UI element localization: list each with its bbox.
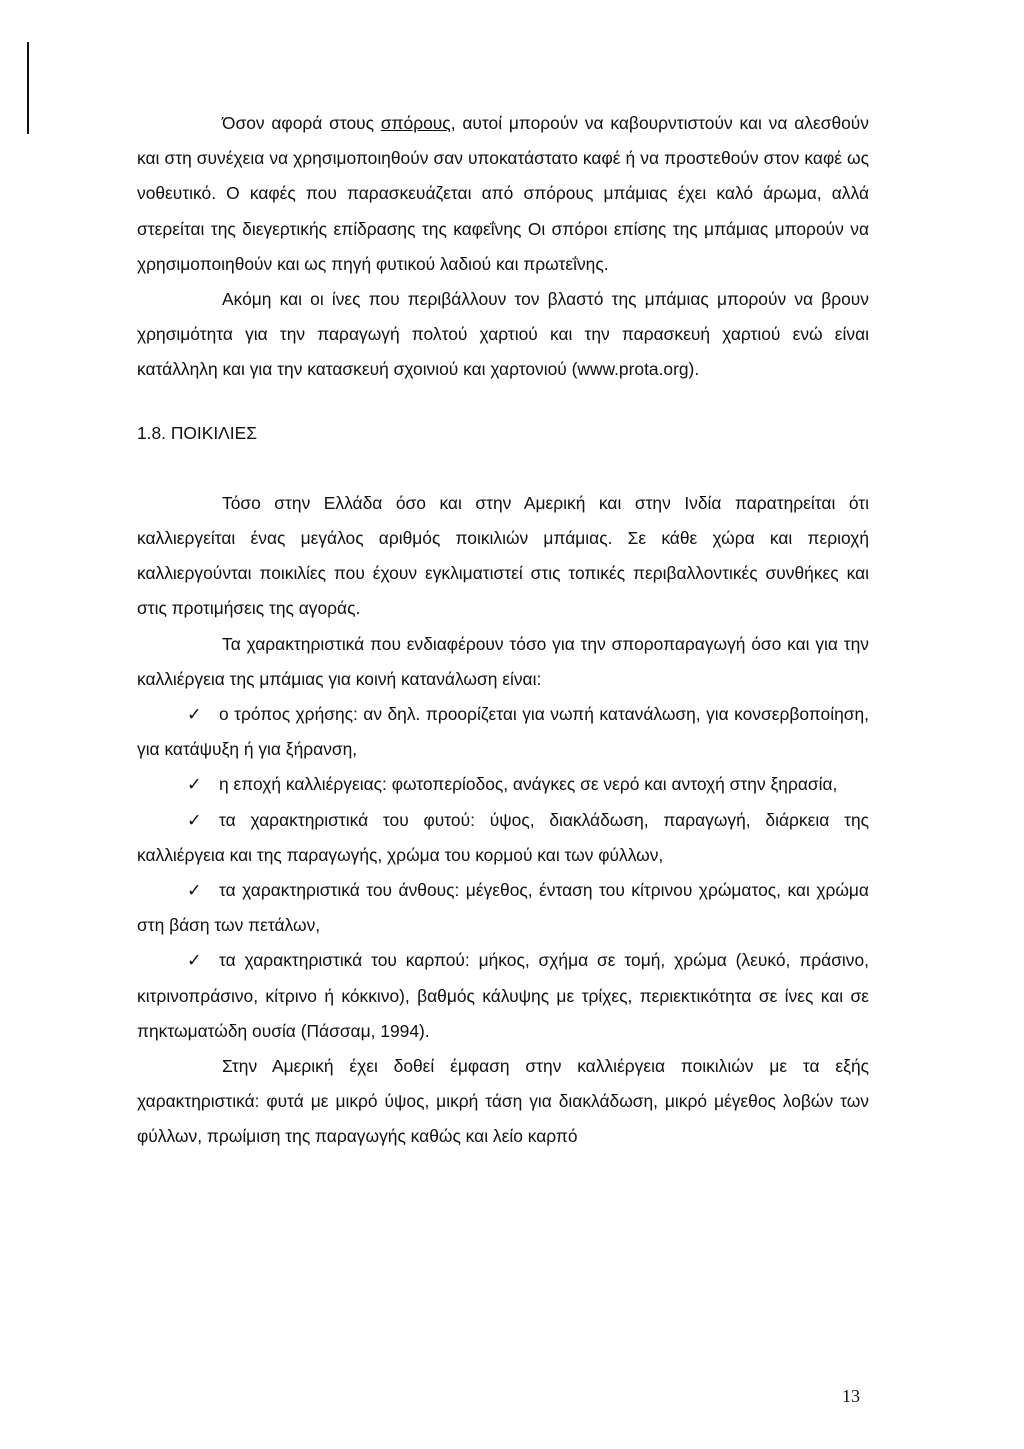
underlined-term-seeds: σπόρους <box>380 113 451 133</box>
bullet-text: τα χαρακτηριστικά του καρπού: μήκος, σχήμα σε τομή, χρώμα (λευκό, πράσινο, κιτρινοπράσινο, κίτρινο ή κόκκινο), βαθμός κάλυψης με τρίχες, περιεκτικότητα σε ίνες και σε πηκτωματώδη ουσία (Πάσσαμ, 1994). <box>137 950 869 1041</box>
section-heading: 1.8. ΠΟΙΚΙΛΙΕΣ <box>137 422 257 443</box>
checkmark-icon: ✓ <box>187 704 202 725</box>
paragraph-varieties: Τόσο στην Ελλάδα όσο και στην Αμερική και στην Ινδία παρατηρείται ότι καλλιεργείται ένας μεγάλος αριθμός ποικιλιών μπάμιας. Σε κάθε χώρα και περιοχή καλλιεργούνται ποικιλίες που έχουν εγκλιματιστεί στις τοπικές περιβαλλοντικές συνθήκες και στις προτιμήσεις της αγοράς. <box>137 492 869 619</box>
checkmark-icon: ✓ <box>187 880 202 901</box>
paragraph-america: Στην Αμερική έχει δοθεί έμφαση στην καλλιέργεια ποικιλιών με τα εξής χαρακτηριστικά: φυτά με μικρό ύψος, μικρή τάση για διακλάδωση, μικρό μέγεθος λοβών των φύλλων, πρωίμιση της παραγωγής καθώς και λείο καρπό <box>137 1056 869 1147</box>
bullet-item <box>137 943 869 1049</box>
bullet-item <box>137 767 869 802</box>
margin-rule <box>27 42 29 134</box>
checkmark-icon: ✓ <box>187 809 202 830</box>
paragraph-seeds-start: Όσον αφορά στους <box>222 113 381 133</box>
paragraph-seeds <box>137 106 869 282</box>
bullet-text: τα χαρακτηριστικά του φυτού: ύψος, διακλάδωση, παραγωγή, διάρκεια της καλλιέργεια και της παραγωγής, χρώμα του κορμού και των φύλλων, <box>137 809 869 865</box>
bullet-item <box>137 873 869 943</box>
checkmark-icon: ✓ <box>187 950 202 971</box>
paragraph-characteristics: Τα χαρακτηριστικά που ενδιαφέρουν τόσο για την σποροπαραγωγή όσο και για την καλλιέργεια της μπάμιας για κοινή κατανάλωση είναι: <box>137 633 869 689</box>
bullet-item <box>137 803 869 873</box>
document-body <box>137 106 869 1155</box>
paragraph-fibers: Ακόμη και οι ίνες που περιβάλλουν τον βλαστό της μπάμιας μπορούν να βρουν χρησιμότητα για την παραγωγή πολτού χαρτιού και την παρασκευή χαρτιού ενώ είναι κατάλληλη και για την κατασκευή σχοινιού και χαρτονιού (www.prota.org). <box>137 289 869 380</box>
bullet-text: η εποχή καλλιέργειας: φωτοπερίοδος, ανάγκες σε νερό και αντοχή στην ξηρασία, <box>219 774 838 795</box>
bullet-text: τα χαρακτηριστικά του άνθους: μέγεθος, ένταση του κίτρινου χρώματος, και χρώμα στη βάση των πετάλων, <box>137 880 869 936</box>
bullet-text: ο τρόπος χρήσης: αν δηλ. προορίζεται για νωπή κατανάλωση, για κονσερβοποίηση, για κατάψυξη ή για ξήρανση, <box>137 704 869 760</box>
checkmark-icon: ✓ <box>187 774 202 795</box>
bullet-item <box>137 697 869 767</box>
page-number: 13 <box>842 1386 860 1406</box>
paragraph-seeds-rest: , αυτοί μπορούν να καβουρντιστούν και να αλεσθούν και στη συνέχεια να χρησιμοποιηθούν σαν υποκατάστατο καφέ ή να προστεθούν στον καφέ ως νοθευτικό. Ο καφές που παρασκευάζεται από σπόρους μπάμιας έχει καλό άρωμα, αλλά στερείται της διεγερτικής επίδρασης της καφεΐνης Οι σπόροι επίσης της μπάμιας μπορούν να χρησιμοποιηθούν και ως πηγή φυτικού λαδιού και πρωτεΐνης. <box>137 113 869 274</box>
